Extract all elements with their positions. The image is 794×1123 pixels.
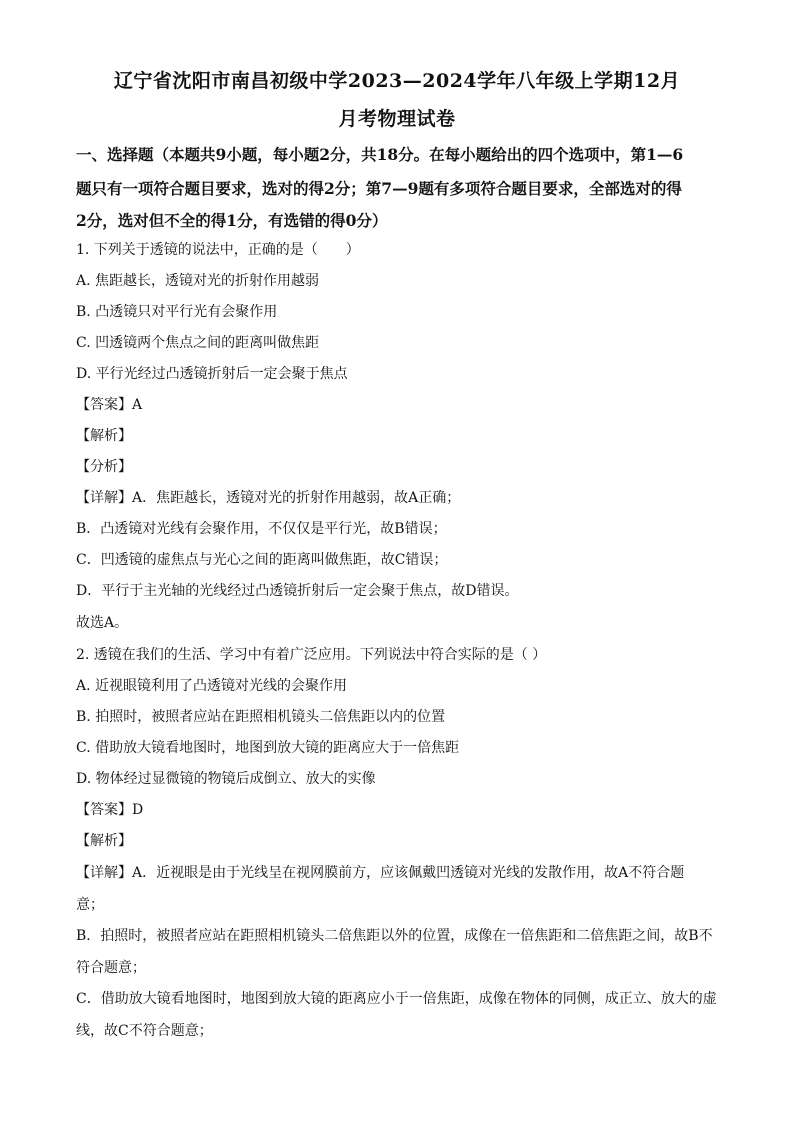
- q2-detail-line: B．拍照时，被照者应站在距照相机镜头二倍焦距以外的位置，成像在一倍焦距和二倍焦距之间，故B不: [76, 928, 713, 944]
- q2-detail-line: C．借助放大镜看地图时，地图到放大镜的距离应小于一倍焦距，成像在物体的同侧，成正立、放大的虚: [76, 991, 717, 1007]
- doc-title-line-2: 月考物理试卷: [338, 108, 456, 130]
- q1-answer: 【答案】A: [76, 397, 143, 413]
- q2-detail-line: 线，故C不符合题意；: [76, 1023, 213, 1039]
- q1-detail-line: D．平行于主光轴的光线经过凸透镜折射后一定会聚于焦点，故D错误。: [76, 583, 519, 599]
- q1-option-c: C. 凹透镜两个焦点之间的距离叫做焦距: [76, 335, 320, 351]
- q2-option-d: D. 物体经过显微镜的物镜后成倒立、放大的实像: [76, 771, 376, 787]
- q1-option-b: B. 凸透镜只对平行光有会聚作用: [76, 304, 278, 320]
- q2-stem: 2. 透镜在我们的生活、学习中有着广泛应用。下列说法中符合实际的是（ ）: [76, 647, 547, 663]
- doc-title-line-1: 辽宁省沈阳市南昌初级中学2023—2024学年八年级上学期12月: [113, 70, 681, 92]
- q2-option-b: B. 拍照时，被照者应站在距照相机镜头二倍焦距以内的位置: [76, 709, 446, 725]
- q1-stem: 1. 下列关于透镜的说法中，正确的是（ ）: [76, 242, 360, 258]
- section-heading-line-2: 题只有一项符合题目要求，选对的得2分；第7—9题有多项符合题目要求，全部选对的得: [76, 179, 682, 198]
- section-heading-line-1: 一、选择题（本题共9小题，每小题2分，共18分。在每小题给出的四个选项中，第1—6: [76, 145, 684, 164]
- q2-answer: 【答案】D: [76, 802, 144, 818]
- q2-detail-line: 意；: [76, 897, 104, 913]
- q1-detail-line: 【详解】A．焦距越长，透镜对光的折射作用越弱，故A正确；: [76, 490, 461, 506]
- q1-analysis-tag: 【解析】: [76, 428, 132, 444]
- q2-option-c: C. 借助放大镜看地图时，地图到放大镜的距离应大于一倍焦距: [76, 740, 460, 756]
- q2-option-a: A. 近视眼镜利用了凸透镜对光线的会聚作用: [76, 678, 348, 694]
- q2-analysis-tag: 【解析】: [76, 833, 132, 849]
- q2-detail-line: 【详解】A．近视眼是由于光线呈在视网膜前方，应该佩戴凹透镜对光线的发散作用，故A不符合题: [76, 865, 685, 881]
- q1-fenxi-tag: 【分析】: [76, 459, 132, 475]
- q2-detail-line: 符合题意；: [76, 960, 146, 976]
- q1-conclusion: 故选A。: [76, 615, 129, 631]
- q1-detail-line: B．凸透镜对光线有会聚作用，不仅仅是平行光，故B错误；: [76, 521, 447, 537]
- q1-option-a: A. 焦距越长，透镜对光的折射作用越弱: [76, 273, 320, 289]
- q1-detail-line: C．凹透镜的虚焦点与光心之间的距离叫做焦距，故C错误；: [76, 552, 448, 568]
- q1-option-d: D. 平行光经过凸透镜折射后一定会聚于焦点: [76, 366, 348, 382]
- section-heading-line-3: 2分，选对但不全的得1分，有选错的得0分）: [76, 211, 388, 230]
